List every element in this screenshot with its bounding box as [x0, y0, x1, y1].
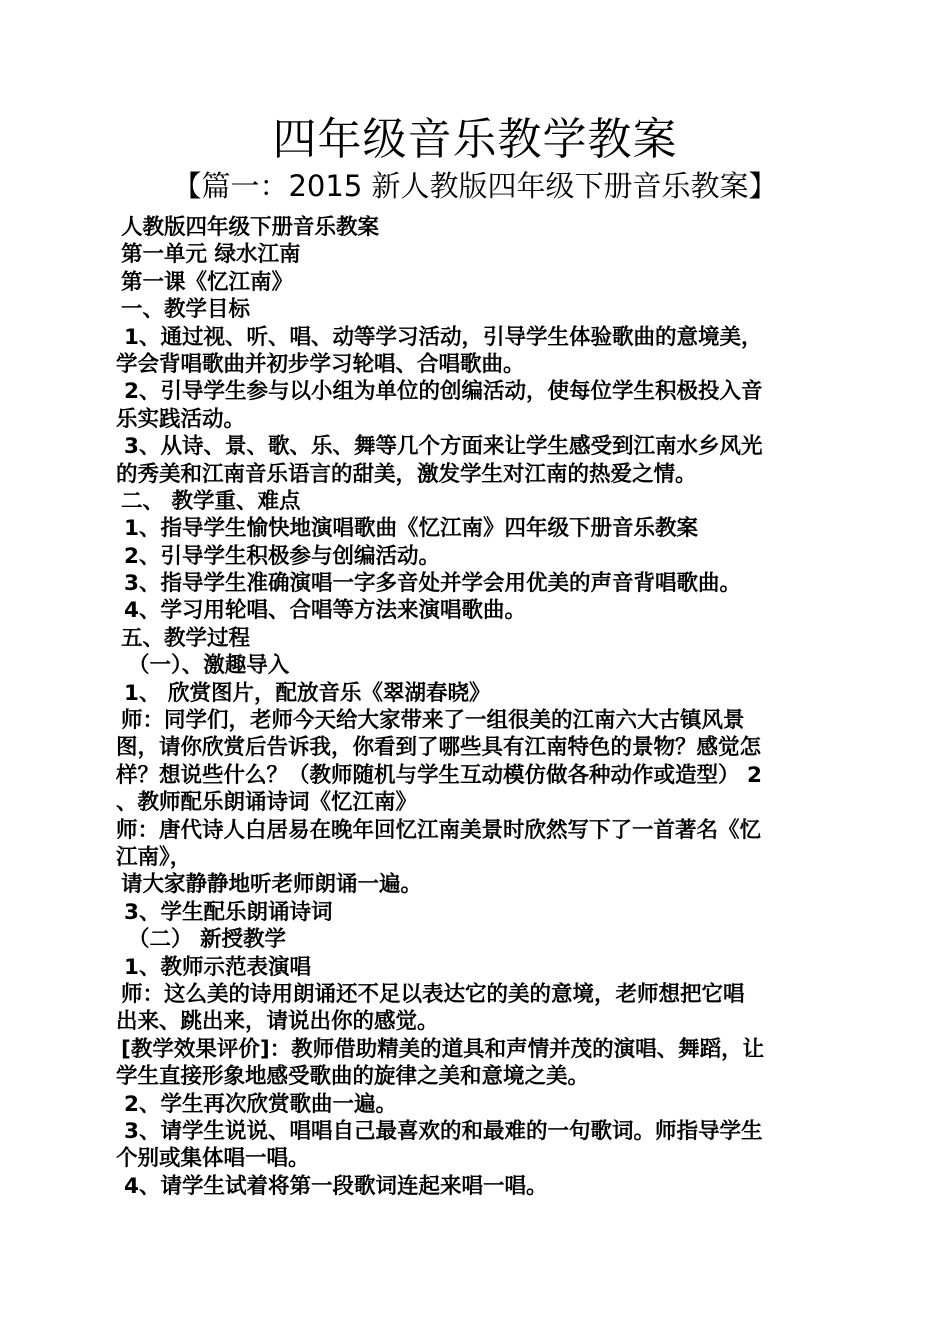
document-subtitle: 【篇一：2015 新人教版四年级下册音乐教案】 — [172, 169, 778, 203]
heading-textbook: 人教版四年级下册音乐教案 — [121, 215, 380, 240]
paragraph-line: 1、通过视、听、唱、动等学习活动，引导学生体验歌曲的意境美， — [124, 324, 763, 350]
paragraph-line: 学生直接形象地感受歌曲的旋律之美和意境之美。 — [116, 1064, 590, 1090]
paragraph-line: 3、学生配乐朗诵诗词 — [124, 899, 333, 925]
heading-lesson: 第一课《忆江南》 — [121, 269, 294, 295]
paragraph-line: 2、引导学生积极参与创编活动。 — [124, 543, 440, 569]
paragraph-line: 个别或集体唱一唱。 — [116, 1146, 310, 1172]
paragraph-line: 4、学习用轮唱、合唱等方法来演唱歌曲。 — [124, 598, 526, 624]
paragraph-line: 3、指导学生准确演唱一字多音处并学会用优美的声音背唱歌曲。 — [124, 571, 741, 597]
heading-process: 五、教学过程 — [121, 625, 251, 651]
heading-key-points: 二、 教学重、难点 — [121, 488, 301, 514]
paragraph-line: 1、指导学生愉快地演唱歌曲《忆江南》四年级下册音乐教案 — [124, 516, 698, 542]
heading-unit: 第一单元 绿水江南 — [121, 242, 301, 268]
paragraph-line: 3、从诗、景、歌、乐、舞等几个方面来让学生感受到江南水乡风光 — [124, 434, 763, 460]
paragraph-line: 4、请学生试着将第一段歌词连起来唱一唱。 — [124, 1173, 548, 1199]
heading-intro: （一）、激趣导入 — [128, 653, 290, 679]
paragraph-line: 出来、跳出来，请说出你的感觉。 — [116, 1009, 439, 1035]
paragraph-line: 江南》， — [116, 844, 192, 870]
heading-objectives: 一、教学目标 — [121, 297, 251, 323]
document-body — [116, 214, 838, 1200]
paragraph-line: 师：唐代诗人白居易在晚年回忆江南美景时欣然写下了一首著名《忆 — [116, 817, 762, 843]
paragraph-line: 1、 欣赏图片，配放音乐《翠湖春晓》 — [124, 680, 491, 706]
paragraph-line: 3、请学生说说、唱唱自己最喜欢的和最难的一句歌词。师指导学生 — [124, 1118, 763, 1144]
heading-new-teaching: （二） 新授教学 — [128, 927, 286, 953]
paragraph-line: 的秀美和江南音乐语言的甜美，激发学生对江南的热爱之情。 — [116, 461, 697, 487]
paragraph-line: 学会背唱歌曲并初步学习轮唱、合唱歌曲。 — [116, 351, 525, 377]
paragraph-line: 师：同学们，老师今天给大家带来了一组很美的江南六大古镇风景 — [121, 708, 745, 734]
paragraph-line: 1、教师示范表演唱 — [124, 954, 311, 980]
paragraph-line: 样？想说些什么？（教师随机与学生互动模仿做各种动作或造型） 2 — [116, 762, 762, 788]
document-title: 四年级音乐教学教案 — [272, 114, 678, 165]
paragraph-line: 请大家静静地听老师朗诵一遍。 — [121, 872, 423, 898]
paragraph-line: 、教师配乐朗诵诗词《忆江南》 — [116, 790, 418, 816]
paragraph-line: 乐实践活动。 — [116, 406, 246, 432]
paragraph-line: 图，请你欣赏后告诉我，你看到了哪些具有江南特色的景物？感觉怎 — [116, 735, 762, 761]
paragraph-line: 2、引导学生参与以小组为单位的创编活动，使每位学生积极投入音 — [124, 379, 763, 405]
paragraph-line: 师：这么美的诗用朗诵还不足以表达它的美的意境，老师想把它唱 — [121, 981, 745, 1007]
paragraph-line: 2、学生再次欣赏歌曲一遍。 — [124, 1091, 397, 1117]
paragraph-line: [教学效果评价]：教师借助精美的道具和声情并茂的演唱、舞蹈，让 — [121, 1036, 765, 1062]
